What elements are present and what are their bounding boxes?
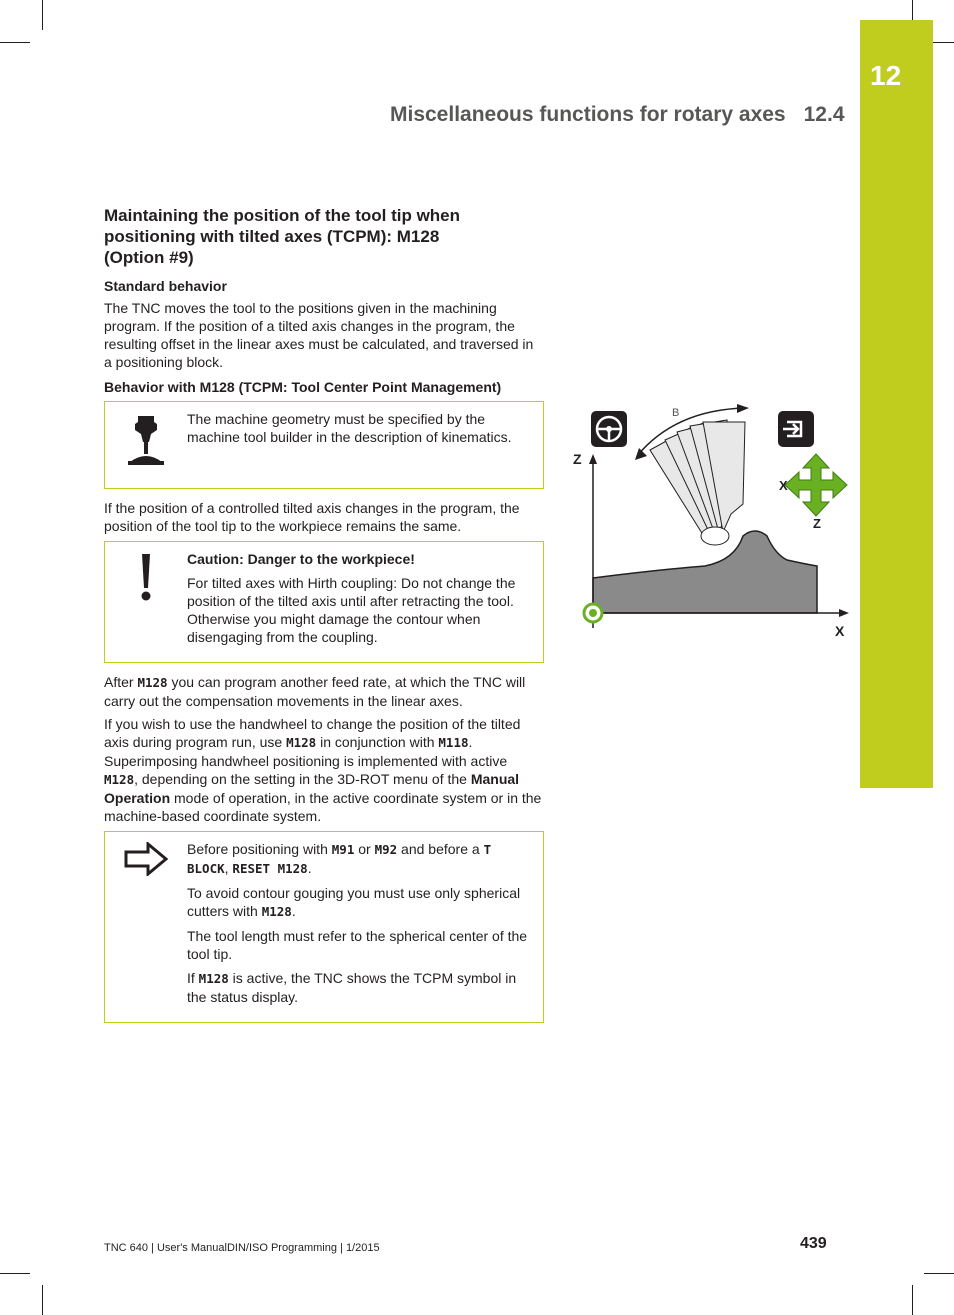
standard-behavior-text: The TNC moves the tool to the positions given in the machining program. If the position of a tilted axis changes in the program, the resulting offset in the linear axes must be calculated, and traversed in a positioning block. [104,300,534,370]
code-m128: M128 [198,971,229,986]
tip-text-1: Before positioning with M91 or M92 and before a T BLOCK, RESET M128. [187,841,492,876]
running-header [390,103,845,127]
crop-mark [924,1273,954,1274]
workpiece [593,531,817,613]
tcpm-figure [565,398,855,648]
code-m91: M91 [331,842,355,857]
code-reset-m128: RESET M128 [232,861,308,876]
tool-positions [650,420,745,538]
code-t-block: T BLOCK [187,842,492,876]
tip-text-2: To avoid contour gouging you must use only spherical cutters with M128. [187,885,521,919]
handwheel-text: If you wish to use the handwheel to change the position of the tilted axis during program run, use M128 in conjunction with M118. Superimposing handwheel positioning is implemented with active M128, depending on the setting in the 3D-ROT menu of the Manual Operation mode of operation, in the active coordinate system or in the machine-based coordinate system. [104,716,542,824]
crop-mark [42,1285,43,1315]
chapter-tab [860,20,933,788]
page-number: 439 [800,1235,827,1252]
heading-line-3: (Option #9) [104,248,194,267]
arrow-right-icon [124,842,168,1022]
section-heading [104,205,544,268]
exclamation-icon [136,552,156,662]
tcpm-illustration [565,398,855,648]
handwheel-icon [591,411,627,447]
crop-mark [42,0,43,30]
footer-text: TNC 640 | User's ManualDIN/ISO Programming | 1/2015 [104,1242,380,1254]
axis-direction-arrows-icon [785,454,847,516]
x-axis-label: X [835,623,845,639]
feed-rate-text: After M128 you can program another feed rate, at which the TNC will carry out the compensation movements in the linear axes. [104,674,526,709]
tilted-axis-text: If the position of a controlled tilted axis changes in the program, the position of the tool tip to the workpiece remains the same. [104,500,520,534]
crop-mark [0,1273,30,1274]
machine-note [104,401,544,489]
code-m118: M118 [438,735,469,750]
chapter-number: 12 [870,60,902,91]
arrow-z-label: Z [813,516,821,531]
code-m128: M128 [261,904,292,919]
machine-note-text: The machine geometry must be specified by the machine tool builder in the description of kinematics. [187,411,512,445]
main-content [104,205,544,1033]
b-axis-label: B [672,407,680,419]
code-m128: M128 [137,675,168,690]
caution-note [104,541,544,663]
tip-note [104,831,544,1023]
mode-name: Manual Operation [104,771,520,806]
arrow-x-label: X [779,478,788,493]
heading-line-2: positioning with tilted axes (TCPM): M128 [104,227,440,246]
program-run-icon [778,411,814,447]
z-axis-label: Z [573,451,582,467]
machine-tool-icon [126,412,166,488]
caution-title: Caution: Danger to the workpiece! [187,551,415,567]
standard-behavior-heading: Standard behavior [104,278,227,294]
header-title: Miscellaneous functions for rotary axes [390,103,786,126]
crop-mark [912,1285,913,1315]
heading-line-1: Maintaining the position of the tool tip when [104,206,461,225]
caution-text: For tilted axes with Hirth coupling: Do not change the position of the tilted axis until after retracting the tool. Otherwise you might damage the contour when disengaging from the coupling. [187,575,516,645]
code-m128: M128 [104,772,135,787]
m128-behavior-heading: Behavior with M128 (TCPM: Tool Center Point Management) [104,379,502,395]
tip-text-3: The tool length must refer to the spherical center of the tool tip. [187,928,528,962]
crop-mark [0,42,30,43]
code-m92: M92 [374,842,398,857]
header-section: 12.4 [803,103,845,126]
tip-text-4: If M128 is active, the TNC shows the TCPM symbol in the status display. [187,970,517,1005]
code-m128: M128 [286,735,317,750]
